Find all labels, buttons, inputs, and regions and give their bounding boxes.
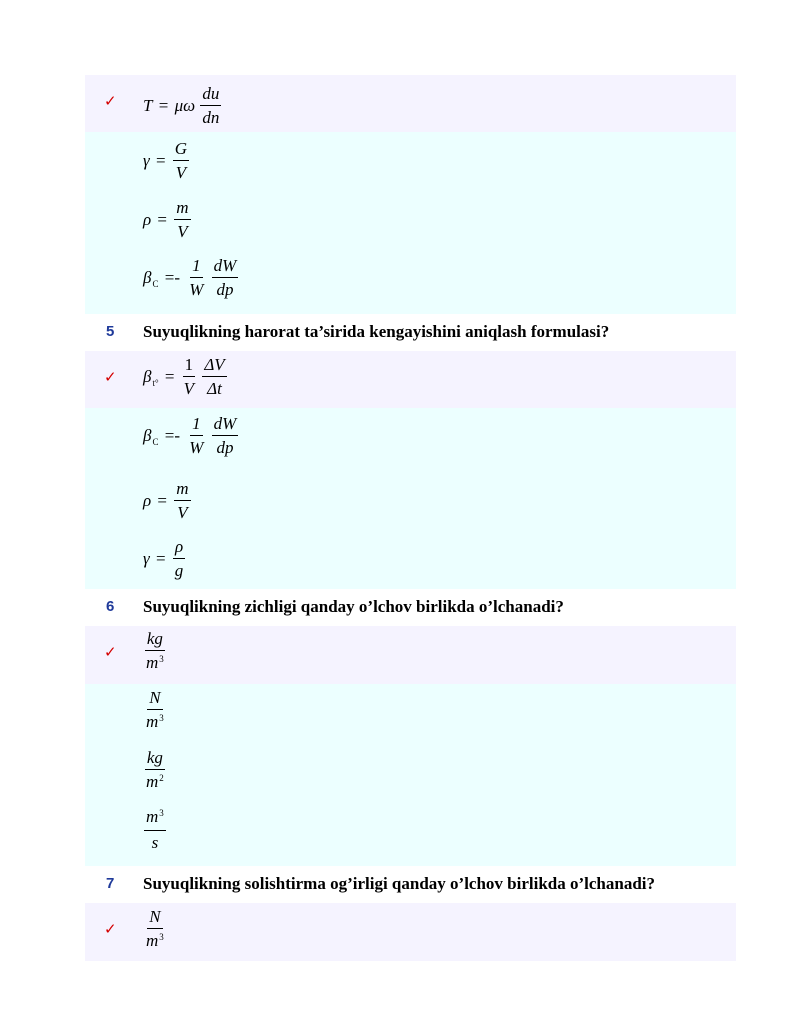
question-text: Suyuqlikning solishtirma og’irligi qanday o’lchov birlikda o’lchanadi? xyxy=(143,874,656,893)
fraction: $\frac{kg}{m^2}$ xyxy=(146,748,164,791)
check-icon: ✓ xyxy=(104,920,117,938)
fraction: $\frac{du}{dn}$ xyxy=(202,84,220,127)
formula: ρ = $\frac{m}{V}$ xyxy=(143,198,189,241)
fraction: $\frac{1}{V}$ xyxy=(183,355,195,398)
fraction: $\frac{1}{W}$ xyxy=(189,256,204,299)
formula: $\beta_C$ =- $\frac{1}{W}$ $\frac{dW}{dp}$ xyxy=(143,414,237,457)
formula: γ = $\frac{\rho}{g}$ xyxy=(143,537,184,580)
option[interactable] xyxy=(85,684,736,744)
question-number: 5 xyxy=(106,323,115,340)
option[interactable] xyxy=(85,744,736,804)
fraction: $\frac{1}{W}$ xyxy=(189,414,204,457)
question-text: Suyuqlikning zichligi qanday o’lchov birlikda o’lchanadi? xyxy=(143,597,564,616)
formula: ρ = $\frac{m}{V}$ xyxy=(143,479,189,522)
fraction: $\frac{G}{V}$ xyxy=(174,139,188,182)
check-icon: ✓ xyxy=(104,92,117,110)
wrong-options-group xyxy=(85,684,736,866)
wrong-options-group xyxy=(85,408,736,589)
fraction: $\frac{kg}{m^3}$ xyxy=(146,629,164,672)
formula: $\beta_{t^\circ}$ = $\frac{1}{V}$ $\frac{\Delta V}{\Delta t}$ xyxy=(143,355,225,398)
option-correct[interactable] xyxy=(85,75,736,132)
option[interactable] xyxy=(85,132,736,192)
fraction: $\frac{\rho}{g}$ xyxy=(174,537,184,580)
check-icon: ✓ xyxy=(104,368,117,386)
formula xyxy=(143,908,167,952)
option[interactable] xyxy=(85,804,736,866)
fraction: $\frac{N}{m^3}$ xyxy=(146,688,164,731)
fraction: $\frac{m}{V}$ xyxy=(176,479,189,522)
question xyxy=(85,866,736,903)
option[interactable] xyxy=(85,470,736,530)
formula: T = μω $\frac{du}{dn}$ xyxy=(143,84,220,127)
question xyxy=(85,589,736,626)
fraction: $\frac{\Delta V}{\Delta t}$ xyxy=(204,355,225,398)
formula xyxy=(143,630,167,674)
option-correct[interactable] xyxy=(85,626,736,684)
check-icon: ✓ xyxy=(104,643,117,661)
formula: γ = $\frac{G}{V}$ xyxy=(143,139,188,182)
wrong-options-group xyxy=(85,132,736,314)
formula xyxy=(143,808,167,852)
fraction: $\frac{N}{m^3}$ xyxy=(146,907,164,950)
quiz-page xyxy=(85,75,736,961)
fraction: $\frac{dW}{dp}$ xyxy=(213,256,237,299)
question xyxy=(85,314,736,351)
option[interactable] xyxy=(85,252,736,314)
option[interactable] xyxy=(85,530,736,589)
fraction: $\frac{dW}{dp}$ xyxy=(213,414,237,457)
formula xyxy=(143,689,167,733)
option[interactable] xyxy=(85,408,736,470)
option[interactable] xyxy=(85,192,736,252)
question-number: 7 xyxy=(106,875,115,892)
fraction: $\frac{m^3}{s}$ xyxy=(146,807,164,852)
fraction: $\frac{m}{V}$ xyxy=(176,198,189,241)
question-text: Suyuqlikning harorat ta’sirida kengayishini aniqlash formulasi? xyxy=(143,322,610,341)
formula: $\beta_C$ =- $\frac{1}{W}$ $\frac{dW}{dp}$ xyxy=(143,256,237,299)
question-number: 6 xyxy=(106,598,115,615)
formula xyxy=(143,749,167,793)
option-correct[interactable] xyxy=(85,903,736,961)
option-correct[interactable] xyxy=(85,351,736,408)
